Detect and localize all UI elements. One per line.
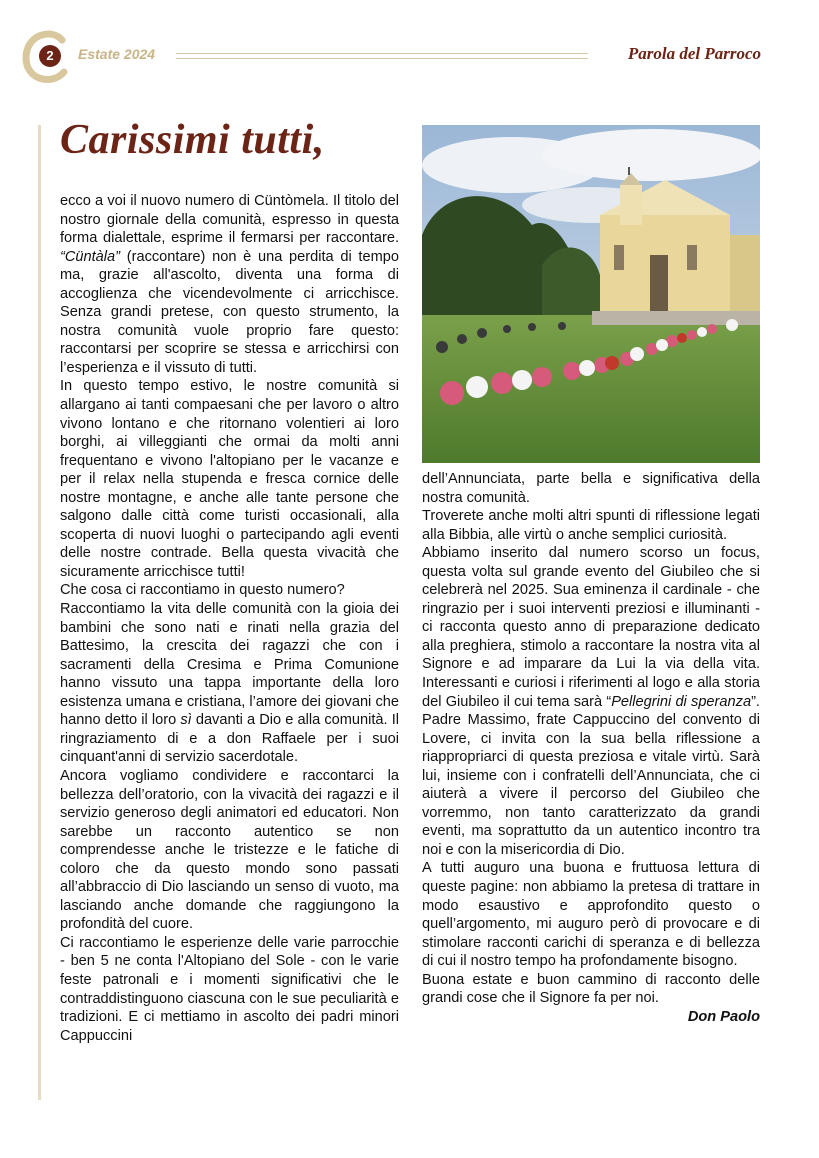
paragraph: Ancora vogliamo condividere e raccontarci la bellezza dell’oratorio, con la vivacità dei ragazzi e il servizio generoso degli animatori ed educatori. Non sarebbe un racconto autentico se non comprendesse anche le tristezze e le fatiche di coloro che da questo mondo sono passati all’abbraccio di Dio lasciando un senso di vuoto, ma lasciando anche domande che raggiungono la profondità del cuore. bbox=[60, 767, 399, 933]
author-signature: Don Paolo bbox=[687, 1008, 760, 1025]
left-margin-rule bbox=[38, 125, 41, 1100]
article-right-column bbox=[422, 470, 760, 1026]
paragraph: ecco a voi il nuovo numero di Cüntòmela. Il titolo del nostro giornale della comunità, espresso in questa forma dialettale, esprime il fermarsi per raccontare. “Cüntàla” (raccontare) non è una perdita di tempo ma, grazie all'ascolto, diventa una forma di accoglienza che vicendevolmente ci arricchisce. Senza grandi pretese, con questo strumento, la nostra comunità vuole proprio fare questo: raccontarsi per scoprire se stessa e arricchirsi con l’esperienza e il vissuto di tutti. bbox=[60, 193, 399, 376]
article-title: Carissimi tutti, bbox=[60, 117, 325, 163]
section-title: Parola del Parroco bbox=[627, 44, 761, 63]
paragraph: Buona estate e buon cammino di racconto delle grandi cose che il Signore fa per noi. bbox=[422, 971, 760, 1007]
paragraph: Raccontiamo la vita delle comunità con la gioia dei bambini che sono nati e rinati nella grazia del Battesimo, la crescita dei ragazzi che con i sacramenti della Cresima e Prima Comunione hanno vissuto una tappa importante della loro esistenza umana e cristiana, l’amore dei giovani che hanno detto il loro sì davanti a Dio e alla comunità. Il ringraziamento di e a don Raffaele per i suoi cinquant'anni di servizio sacerdotale. bbox=[60, 601, 400, 766]
paragraph: Ci raccontiamo le esperienze delle varie parrocchie - ben 5 ne conta l'Altopiano del Sole - con le varie feste patronali e i momenti significativi che le contraddistinguono ciascuna con le sue peculiarità e tradizioni. E ci mettiamo in ascolto dei padri minori Cappuccini bbox=[60, 934, 399, 1044]
page-number: 2 bbox=[39, 45, 61, 67]
issue-season: Estate 2024 bbox=[78, 46, 156, 62]
paragraph: Troverete anche molti altri spunti di riflessione legati alla Bibbia, alle virtù o anche semplici curiosità. bbox=[422, 508, 760, 543]
paragraph: In questo tempo estivo, le nostre comunità si allargano ai tanti compaesani che per lavoro o altro vivono lontano e che ritornano volentieri ai loro borghi, ai villeggianti che ormai da molti anni frequentano e vivono l'altopiano per le vacanze e per il relax nella stupenda e fresca cornice delle nostre montagne, e anche alle tante persone che salgono dalle città come turisti occasionali, alla scoperta di nuovi luoghi o partecipando agli eventi delle nostre contrade. Bella questa vivacità che sicuramente arricchisce tutti! bbox=[60, 378, 399, 580]
paragraph: Abbiamo inserito dal numero scorso un focus, questa volta sul grande evento del Giubileo che si celebrerà nel 2025. Sua eminenza il cardinale - che ringrazio per i suoi interventi preziosi e illuminanti - ci racconta questo anno di preparazione dedicato alla preghiera, stimolo a raccontare la nostra vita al Signore e ad imparare da Lui la via della vita. Interessanti e curiosi i riferimenti al logo e alla storia del Giubileo il cui tema sarà “Pellegrini di speranza”. Padre Massimo, frate Cappuccino del convento di Lovere, ci invita con la sua bella riflessione a riappropriarci di questa preziosa e vitale virtù. Sarà lui, insieme con i confratelli dell’Annunciata, che ci aiuterà a vivere il percorso del Giubileo che vorremmo, non tanto caratterizzato da grandi eventi, ma soprattutto da un autentico incontro tra noi e con la misericordia di Dio. bbox=[422, 545, 760, 858]
article-left-column bbox=[60, 192, 399, 1045]
header-divider bbox=[176, 53, 588, 59]
paragraph: dell’Annunciata, parte bella e significativa della nostra comunità. bbox=[422, 471, 760, 506]
paragraph: A tutti auguro una buona e fruttuosa lettura di queste pagine: non abbiamo la pretesa di trattare in modo esaustivo e approfondito questo o quell’argomento, mi auguro però di provocare e di stimolare racconti carichi di speranza e di bellezza di cui il nostro tempo ha profondamente bisogno. bbox=[422, 860, 760, 970]
church-lawn-photo bbox=[422, 125, 760, 463]
paragraph: Che cosa ci raccontiamo in questo numero? bbox=[60, 582, 345, 599]
